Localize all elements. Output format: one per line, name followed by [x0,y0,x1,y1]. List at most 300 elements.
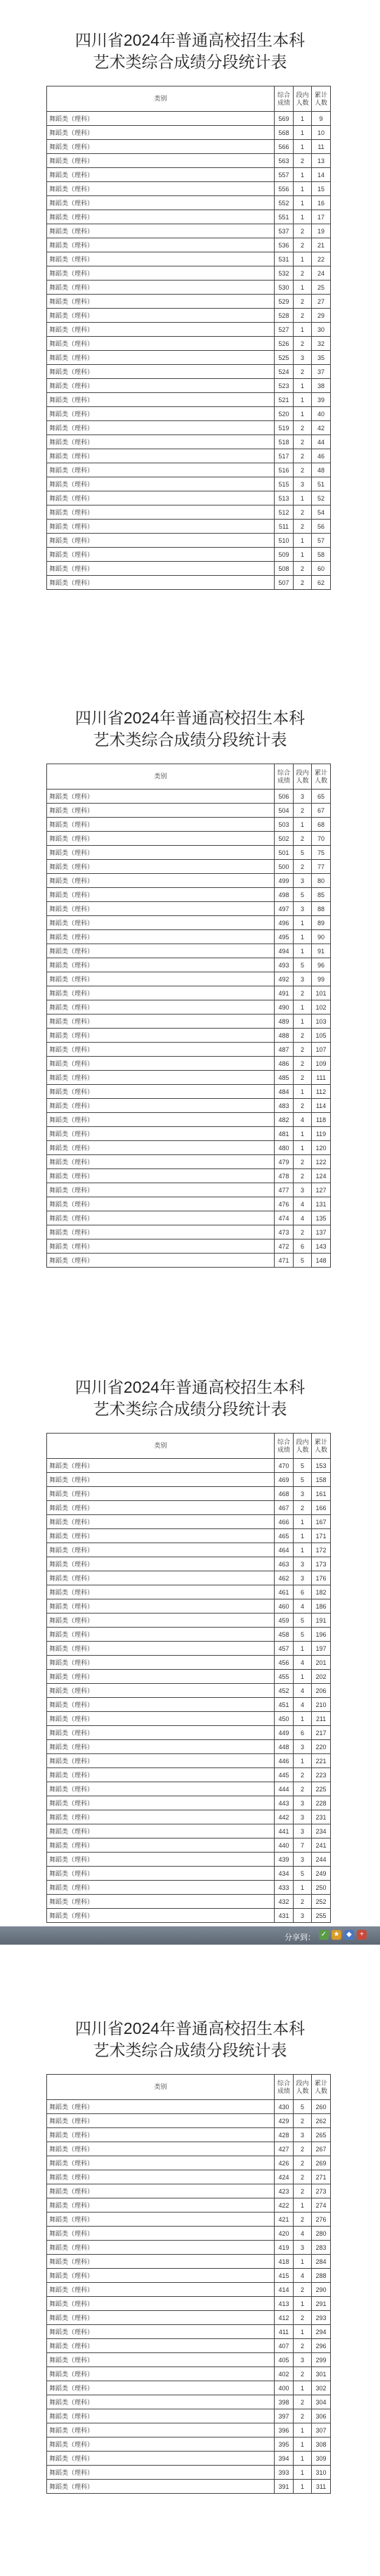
cell-cumulative: 262 [312,2114,331,2128]
table-row [47,874,331,888]
table-row [47,2198,331,2213]
cell-score: 519 [275,421,294,435]
table-row [47,1141,331,1155]
cell-cumulative: 109 [312,1057,331,1071]
cell-score: 458 [275,1628,294,1642]
cell-score: 457 [275,1642,294,1656]
cell-cumulative: 252 [312,1895,331,1909]
cell-category: 舞蹈类（理科） [47,576,275,590]
table-row [47,1099,331,1113]
cell-cumulative: 202 [312,1670,331,1684]
cell-score: 557 [275,168,294,182]
cell-category: 舞蹈类（理科） [47,295,275,309]
cell-score: 452 [275,1684,294,1698]
cell-segment: 2 [294,804,312,818]
cell-segment: 1 [294,916,312,930]
cell-segment: 1 [294,252,312,266]
header-segment: 段内人数 [294,2075,312,2100]
table-row [47,2480,331,2494]
cell-segment: 5 [294,1628,312,1642]
cell-score: 433 [275,1881,294,1895]
cell-cumulative: 40 [312,407,331,421]
table-row [47,2114,331,2128]
header-category: 类别 [47,2075,275,2100]
cell-segment: 2 [294,2184,312,2198]
cell-segment: 3 [294,351,312,365]
cell-category: 舞蹈类（理科） [47,1029,275,1043]
cell-score: 439 [275,1853,294,1867]
cell-segment: 3 [294,1487,312,1501]
table-row [47,2325,331,2339]
cell-cumulative: 118 [312,1113,331,1127]
cell-cumulative: 35 [312,351,331,365]
cell-score: 498 [275,888,294,902]
cell-segment: 1 [294,323,312,337]
cell-segment: 3 [294,1183,312,1197]
cell-score: 551 [275,210,294,224]
cell-cumulative: 176 [312,1571,331,1585]
cell-segment: 1 [294,1642,312,1656]
cell-category: 舞蹈类（理科） [47,1670,275,1684]
cell-cumulative: 77 [312,860,331,874]
cell-cumulative: 223 [312,1768,331,1782]
cell-cumulative: 21 [312,238,331,252]
cell-segment: 3 [294,1853,312,1867]
cell-cumulative: 291 [312,2297,331,2311]
table-row [47,1712,331,1726]
cell-cumulative: 14 [312,168,331,182]
cell-segment: 1 [294,1127,312,1141]
table-row [47,846,331,860]
cell-category: 舞蹈类（理科） [47,1895,275,1909]
cell-cumulative: 105 [312,1029,331,1043]
cell-cumulative: 158 [312,1473,331,1487]
table-row [47,1642,331,1656]
table-row [47,1824,331,1838]
cell-cumulative: 250 [312,1881,331,1895]
cell-cumulative: 161 [312,1487,331,1501]
cell-cumulative: 171 [312,1529,331,1543]
cell-score: 467 [275,1501,294,1515]
cell-cumulative: 42 [312,421,331,435]
cell-cumulative: 131 [312,1197,331,1211]
cell-score: 474 [275,1211,294,1225]
cell-cumulative: 293 [312,2311,331,2325]
table-row [47,2452,331,2466]
table-row [47,491,331,505]
cell-score: 483 [275,1099,294,1113]
cell-segment: 1 [294,491,312,505]
table-row [47,323,331,337]
cell-category: 舞蹈类（理科） [47,1459,275,1473]
table-row [47,1726,331,1740]
table-row [47,477,331,491]
cell-category: 舞蹈类（理科） [47,534,275,548]
cell-segment: 4 [294,2227,312,2241]
cell-score: 451 [275,1698,294,1712]
cell-segment: 1 [294,2466,312,2480]
table-row [47,1043,331,1057]
wechat-icon[interactable]: ✓ [319,1930,329,1940]
table-row [47,888,331,902]
cell-cumulative: 89 [312,916,331,930]
cell-segment: 1 [294,2423,312,2437]
cell-segment: 1 [294,126,312,140]
cell-segment: 2 [294,1782,312,1796]
cell-category: 舞蹈类（理科） [47,916,275,930]
table-row [47,548,331,562]
cell-score: 485 [275,1071,294,1085]
cell-segment: 1 [294,1712,312,1726]
cell-segment: 2 [294,463,312,477]
table-row [47,2156,331,2170]
cell-cumulative: 269 [312,2156,331,2170]
cell-score: 456 [275,1656,294,1670]
cell-segment: 1 [294,168,312,182]
cell-category: 舞蹈类（理科） [47,1712,275,1726]
cell-score: 552 [275,196,294,210]
table-row [47,1628,331,1642]
cell-cumulative: 13 [312,154,331,168]
cell-segment: 5 [294,1254,312,1268]
cell-score: 521 [275,393,294,407]
cell-segment: 2 [294,2156,312,2170]
title-line-1: 四川省2024年普通高校招生本科 [74,1378,306,1396]
cell-score: 405 [275,2353,294,2367]
cell-score: 455 [275,1670,294,1684]
cell-category: 舞蹈类（理科） [47,1254,275,1268]
cell-score: 523 [275,379,294,393]
table-row [47,1614,331,1628]
table-row [47,2339,331,2353]
cell-cumulative: 37 [312,365,331,379]
cell-score: 478 [275,1169,294,1183]
cell-cumulative: 201 [312,1656,331,1670]
cell-cumulative: 68 [312,818,331,832]
cell-segment: 1 [294,182,312,196]
cell-score: 415 [275,2269,294,2283]
cell-cumulative: 15 [312,182,331,196]
cell-score: 490 [275,1000,294,1015]
cell-cumulative: 220 [312,1740,331,1754]
cell-cumulative: 276 [312,2213,331,2227]
cell-segment: 2 [294,449,312,463]
cell-score: 556 [275,182,294,196]
table-row [47,1557,331,1571]
cell-category: 舞蹈类（理科） [47,1155,275,1169]
cell-score: 487 [275,1043,294,1057]
cell-score: 442 [275,1810,294,1824]
cell-cumulative: 148 [312,1254,331,1268]
table-row [47,2353,331,2367]
cell-score: 429 [275,2114,294,2128]
table-row [47,168,331,182]
cell-category: 舞蹈类（理科） [47,2297,275,2311]
cell-score: 449 [275,1726,294,1740]
cell-segment: 1 [294,2480,312,2494]
cell-score: 402 [275,2367,294,2381]
cell-category: 舞蹈类（理科） [47,986,275,1000]
cell-category: 舞蹈类（理科） [47,1071,275,1085]
table-row [47,1473,331,1487]
header-score: 综合成绩 [275,2075,294,2100]
cell-score: 497 [275,902,294,916]
cell-segment: 5 [294,1867,312,1881]
cell-category: 舞蹈类（理科） [47,2283,275,2297]
cell-score: 480 [275,1141,294,1155]
cell-segment: 6 [294,1239,312,1254]
cell-segment: 2 [294,520,312,534]
cell-score: 495 [275,930,294,944]
table-row [47,958,331,972]
cell-score: 440 [275,1838,294,1853]
cell-segment: 2 [294,337,312,351]
cell-score: 397 [275,2409,294,2423]
cell-category: 舞蹈类（理科） [47,1515,275,1529]
cell-category: 舞蹈类（理科） [47,1796,275,1810]
cell-category: 舞蹈类（理科） [47,1211,275,1225]
title-line-1: 四川省2024年普通高校招生本科 [74,2019,306,2037]
cell-score: 422 [275,2198,294,2213]
cell-cumulative: 48 [312,463,331,477]
table-row [47,2297,331,2311]
table-row [47,2241,331,2255]
table-row [47,576,331,590]
cell-score: 473 [275,1225,294,1239]
cell-category: 舞蹈类（理科） [47,972,275,986]
cell-segment: 7 [294,1838,312,1853]
table-row [47,154,331,168]
cell-cumulative: 17 [312,210,331,224]
cell-cumulative: 70 [312,832,331,846]
cell-score: 482 [275,1113,294,1127]
cell-segment: 2 [294,1169,312,1183]
cell-category: 舞蹈类（理科） [47,1085,275,1099]
table-row [47,2381,331,2395]
cell-score: 488 [275,1029,294,1043]
cell-segment: 2 [294,2395,312,2409]
cell-category: 舞蹈类（理科） [47,112,275,126]
cell-category: 舞蹈类（理科） [47,2213,275,2227]
cell-segment: 2 [294,2311,312,2325]
table-row [47,365,331,379]
score-table [46,86,331,590]
table-row [47,902,331,916]
cell-category: 舞蹈类（理科） [47,818,275,832]
cell-cumulative: 210 [312,1698,331,1712]
cell-cumulative: 274 [312,2198,331,2213]
cell-segment: 3 [294,902,312,916]
table-row [47,1838,331,1853]
cell-cumulative: 46 [312,449,331,463]
cell-cumulative: 80 [312,874,331,888]
cell-score: 506 [275,790,294,804]
cell-category: 舞蹈类（理科） [47,1099,275,1113]
cell-segment: 2 [294,2114,312,2128]
section-title [0,2018,380,2061]
weibo-icon[interactable]: ◆ [344,1930,354,1940]
table-row [47,1881,331,1895]
cell-cumulative: 301 [312,2367,331,2381]
table-row [47,2170,331,2184]
cell-score: 464 [275,1543,294,1557]
cell-category: 舞蹈类（理科） [47,351,275,365]
cell-score: 511 [275,520,294,534]
cell-segment: 1 [294,2198,312,2213]
cell-cumulative: 296 [312,2339,331,2353]
cell-score: 427 [275,2142,294,2156]
cell-segment: 2 [294,435,312,449]
cell-category: 舞蹈类（理科） [47,1768,275,1782]
cell-segment: 5 [294,846,312,860]
cell-category: 舞蹈类（理科） [47,196,275,210]
cell-cumulative: 25 [312,281,331,295]
cell-segment: 1 [294,2381,312,2395]
table-row [47,1754,331,1768]
cell-cumulative: 267 [312,2142,331,2156]
table-row [47,393,331,407]
cell-score: 444 [275,1782,294,1796]
table-row [47,2128,331,2142]
table-row [47,1698,331,1712]
table-header-row [47,86,331,112]
cell-cumulative: 99 [312,972,331,986]
cell-segment: 3 [294,477,312,491]
cell-segment: 1 [294,2297,312,2311]
cell-score: 450 [275,1712,294,1726]
table-row [47,2423,331,2437]
cell-category: 舞蹈类（理科） [47,1169,275,1183]
cell-category: 舞蹈类（理科） [47,1113,275,1127]
cell-score: 448 [275,1740,294,1754]
cell-cumulative: 137 [312,1225,331,1239]
cell-score: 507 [275,576,294,590]
cell-score: 509 [275,548,294,562]
cell-category: 舞蹈类（理科） [47,2170,275,2184]
cell-category: 舞蹈类（理科） [47,930,275,944]
section-title [0,707,380,751]
cell-category: 舞蹈类（理科） [47,224,275,238]
cell-segment: 2 [294,2283,312,2297]
cell-category: 舞蹈类（理科） [47,1225,275,1239]
cell-segment: 2 [294,986,312,1000]
qzone-icon[interactable]: ★ [332,1930,341,1940]
cell-category: 舞蹈类（理科） [47,1543,275,1557]
cell-cumulative: 96 [312,958,331,972]
cell-cumulative: 24 [312,266,331,281]
cell-segment: 2 [294,309,312,323]
table-row [47,379,331,393]
title-line-2: 艺术类综合成绩分段统计表 [93,2041,287,2059]
cell-cumulative: 54 [312,505,331,520]
table-header-row [47,1434,331,1459]
table-row [47,210,331,224]
cell-category: 舞蹈类（理科） [47,1838,275,1853]
table-row [47,1501,331,1515]
table-row [47,986,331,1000]
cell-cumulative: 57 [312,534,331,548]
cell-segment: 2 [294,1155,312,1169]
table-row [47,1071,331,1085]
table-row [47,1867,331,1881]
header-cumulative: 累计人数 [312,86,331,112]
cell-score: 537 [275,224,294,238]
cell-score: 471 [275,1254,294,1268]
table-row [47,407,331,421]
cell-cumulative: 65 [312,790,331,804]
cell-segment: 5 [294,1614,312,1628]
cell-segment: 1 [294,548,312,562]
cell-cumulative: 9 [312,112,331,126]
cell-segment: 1 [294,818,312,832]
header-segment: 段内人数 [294,86,312,112]
cell-category: 舞蹈类（理科） [47,337,275,351]
cell-score: 446 [275,1754,294,1768]
cell-category: 舞蹈类（理科） [47,2339,275,2353]
cell-category: 舞蹈类（理科） [47,2367,275,2381]
cell-score: 394 [275,2452,294,2466]
cell-score: 469 [275,1473,294,1487]
cell-cumulative: 101 [312,986,331,1000]
cell-segment: 2 [294,2339,312,2353]
cell-cumulative: 241 [312,1838,331,1853]
cell-segment: 1 [294,2437,312,2452]
table-row [47,2213,331,2227]
cell-score: 515 [275,477,294,491]
cell-category: 舞蹈类（理科） [47,2311,275,2325]
cell-segment: 2 [294,238,312,252]
cell-category: 舞蹈类（理科） [47,1571,275,1585]
cell-category: 舞蹈类（理科） [47,1642,275,1656]
table-row [47,804,331,818]
cell-score: 470 [275,1459,294,1473]
table-row [47,1015,331,1029]
cell-cumulative: 299 [312,2353,331,2367]
table-row [47,140,331,154]
cell-score: 493 [275,958,294,972]
cell-cumulative: 38 [312,379,331,393]
cell-category: 舞蹈类（理科） [47,2353,275,2367]
cell-segment: 1 [294,112,312,126]
cell-category: 舞蹈类（理科） [47,2255,275,2269]
cell-segment: 1 [294,2325,312,2339]
cell-category: 舞蹈类（理科） [47,1127,275,1141]
score-table [46,2074,331,2494]
cell-category: 舞蹈类（理科） [47,365,275,379]
cell-segment: 2 [294,224,312,238]
cell-score: 484 [275,1085,294,1099]
cell-segment: 3 [294,1810,312,1824]
title-line-1: 四川省2024年普通高校招生本科 [74,709,306,727]
more-icon[interactable]: + [357,1930,367,1940]
cell-category: 舞蹈类（理科） [47,2452,275,2466]
cell-score: 516 [275,463,294,477]
table-row [47,2255,331,2269]
cell-category: 舞蹈类（理科） [47,1853,275,1867]
cell-segment: 4 [294,1684,312,1698]
cell-category: 舞蹈类（理科） [47,477,275,491]
cell-cumulative: 167 [312,1515,331,1529]
cell-category: 舞蹈类（理科） [47,2325,275,2339]
table-row [47,1810,331,1824]
cell-segment: 1 [294,1515,312,1529]
table-row [47,1656,331,1670]
cell-category: 舞蹈类（理科） [47,2142,275,2156]
table-row [47,1670,331,1684]
cell-score: 481 [275,1127,294,1141]
cell-segment: 3 [294,1824,312,1838]
cell-score: 568 [275,126,294,140]
